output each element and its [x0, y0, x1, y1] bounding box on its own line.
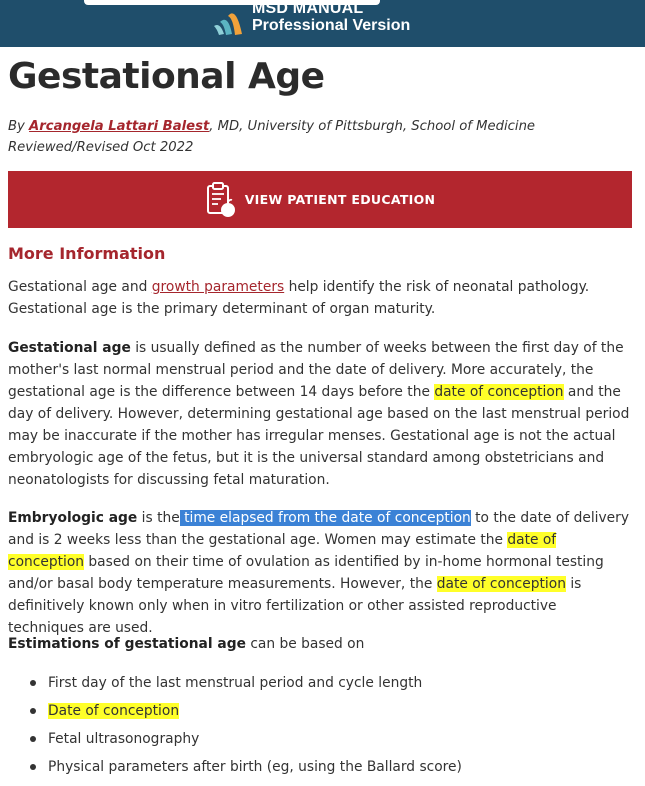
- term-gestational-age: Gestational age: [8, 340, 131, 356]
- patient-education-label: VIEW PATIENT EDUCATION: [244, 192, 436, 207]
- list-item: [28, 700, 462, 728]
- text-run: is definitively known only when in vitro fertilization or other assisted reproductive techniques are used.: [8, 576, 582, 636]
- list-item-text: First day of the last menstrual period and cycle length: [48, 675, 423, 691]
- byline: [8, 116, 535, 158]
- text-run: is the: [137, 510, 180, 526]
- paragraph-embryologic-age: [8, 507, 636, 639]
- byline-prefix: By: [8, 119, 30, 134]
- paragraph-intro: [8, 276, 636, 320]
- highlight-date-of-conception: date of conception: [8, 532, 557, 570]
- text-run: and the day of delivery. However, determining gestational age based on the last menstrual period may be inaccurate if the mother has irregular menses. Gestational age is not the actual embryologic age of the fetus, but it is the universal standard among obstetricians and neonatologists for discussing fetal maturation.: [8, 384, 630, 488]
- paragraph-gestational-age: [8, 337, 636, 491]
- list-item: [28, 756, 462, 784]
- page-title: Gestational Age: [8, 56, 325, 97]
- clipboard-apple-icon: [205, 181, 237, 219]
- text-run: can be based on: [245, 636, 365, 652]
- site-logo-text[interactable]: [252, 0, 410, 34]
- logo-line2: Professional Version: [252, 17, 411, 34]
- msd-logo-icon[interactable]: [212, 4, 246, 38]
- list-item-text: Physical parameters after birth (eg, using the Ballard score): [48, 759, 462, 775]
- highlight-date-of-conception: date of conception: [434, 384, 564, 400]
- paragraph-estimations: [8, 633, 636, 655]
- term-estimations: Estimations of gestational age: [8, 636, 246, 652]
- more-information-heading[interactable]: More Information: [8, 244, 166, 263]
- estimation-list: [28, 672, 462, 784]
- list-item: [28, 672, 462, 700]
- text-run: Gestational age and: [8, 279, 152, 295]
- logo-line1: MSD MANUAL: [252, 0, 364, 17]
- growth-parameters-link[interactable]: growth parameters: [151, 279, 285, 295]
- view-patient-education-button[interactable]: [8, 171, 632, 228]
- author-affiliation: , MD, University of Pittsburgh, School of Medicine: [209, 119, 536, 134]
- reviewed-date: Reviewed/Revised Oct 2022: [8, 140, 194, 155]
- list-item: [28, 728, 462, 756]
- list-item-text: Fetal ultrasonography: [48, 731, 200, 747]
- author-link[interactable]: Arcangela Lattari Balest: [29, 119, 210, 134]
- term-embryologic-age: Embryologic age: [8, 510, 138, 526]
- text-run: to the date of delivery and is 2 weeks less than the gestational age. Women may estimate the: [8, 510, 629, 548]
- list-item-text-highlighted: Date of conception: [48, 703, 180, 719]
- text-run: help identify the risk of neonatal pathology. Gestational age is the primary determinant of organ maturity.: [8, 279, 590, 317]
- site-header: [0, 0, 645, 47]
- highlight-date-of-conception: date of conception: [436, 576, 566, 592]
- text-run: based on their time of ovulation as identified by in-home hormonal testing and/or basal body temperature measurements. However, the: [8, 554, 604, 592]
- text-run: is usually defined as the number of weeks between the first day of the mother's last normal menstrual period and the date of delivery. More accurately, the gestational age is the difference between 14 days before the: [8, 340, 624, 400]
- selected-text[interactable]: time elapsed from the date of conception: [179, 510, 471, 526]
